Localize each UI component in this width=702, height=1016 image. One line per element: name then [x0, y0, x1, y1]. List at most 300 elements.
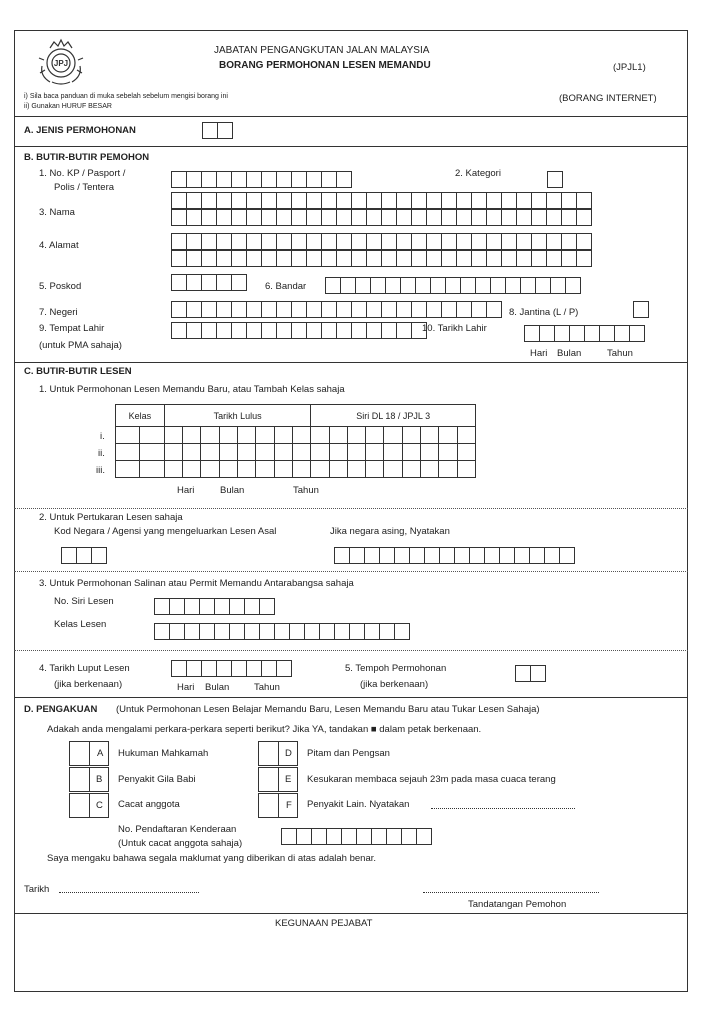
char-cell[interactable]: [247, 301, 262, 318]
no-siri-lesen-input[interactable]: [154, 598, 275, 615]
table-cell[interactable]: [183, 427, 201, 444]
char-cell[interactable]: [380, 623, 395, 640]
char-cell[interactable]: [232, 233, 247, 250]
char-cell[interactable]: [517, 233, 532, 250]
char-cell[interactable]: [547, 192, 562, 209]
char-cell[interactable]: [322, 171, 337, 188]
char-cell[interactable]: [187, 660, 202, 677]
char-cell[interactable]: [217, 192, 232, 209]
char-cell[interactable]: [506, 277, 521, 294]
char-cell[interactable]: [337, 209, 352, 226]
table-cell[interactable]: [274, 427, 292, 444]
char-cell[interactable]: [427, 209, 442, 226]
table-cell[interactable]: [164, 461, 182, 478]
char-cell[interactable]: [202, 171, 217, 188]
char-cell[interactable]: [446, 277, 461, 294]
nama-input-2[interactable]: [171, 209, 592, 226]
char-cell[interactable]: [217, 301, 232, 318]
table-cell[interactable]: [293, 444, 311, 461]
char-cell[interactable]: [530, 547, 545, 564]
char-cell[interactable]: [92, 547, 107, 564]
char-cell[interactable]: [292, 250, 307, 267]
table-cell[interactable]: [164, 444, 182, 461]
char-cell[interactable]: [566, 277, 581, 294]
char-cell[interactable]: [262, 301, 277, 318]
char-cell[interactable]: [401, 277, 416, 294]
table-cell[interactable]: [402, 427, 420, 444]
char-cell[interactable]: [217, 322, 232, 339]
char-cell[interactable]: [337, 233, 352, 250]
char-cell[interactable]: [172, 322, 187, 339]
table-cell[interactable]: [219, 427, 237, 444]
char-cell[interactable]: [307, 322, 322, 339]
char-cell[interactable]: [502, 192, 517, 209]
char-cell[interactable]: [442, 209, 457, 226]
char-cell[interactable]: [367, 250, 382, 267]
char-cell[interactable]: [367, 233, 382, 250]
char-cell[interactable]: [402, 828, 417, 845]
char-cell[interactable]: [322, 233, 337, 250]
table-cell[interactable]: [384, 427, 402, 444]
char-cell[interactable]: [262, 171, 277, 188]
char-cell[interactable]: [277, 233, 292, 250]
char-cell[interactable]: [487, 192, 502, 209]
char-cell[interactable]: [202, 660, 217, 677]
char-cell[interactable]: [395, 547, 410, 564]
char-cell[interactable]: [562, 209, 577, 226]
jenis-permohonan-input[interactable]: [202, 122, 233, 139]
char-cell[interactable]: [382, 209, 397, 226]
char-cell[interactable]: [320, 623, 335, 640]
char-cell[interactable]: [337, 301, 352, 318]
char-cell[interactable]: [292, 209, 307, 226]
negeri-input[interactable]: [171, 301, 502, 318]
char-cell[interactable]: [230, 623, 245, 640]
char-cell[interactable]: [187, 192, 202, 209]
char-cell[interactable]: [187, 274, 202, 291]
table-cell[interactable]: [256, 444, 274, 461]
signature-input[interactable]: [423, 892, 599, 893]
table-cell[interactable]: [256, 461, 274, 478]
char-cell[interactable]: [500, 547, 515, 564]
table-cell[interactable]: [366, 461, 384, 478]
char-cell[interactable]: [322, 322, 337, 339]
char-cell[interactable]: [260, 623, 275, 640]
char-cell[interactable]: [560, 547, 575, 564]
table-cell[interactable]: [402, 444, 420, 461]
char-cell[interactable]: [215, 598, 230, 615]
char-cell[interactable]: [634, 301, 649, 318]
char-cell[interactable]: [277, 322, 292, 339]
char-cell[interactable]: [630, 325, 645, 342]
char-cell[interactable]: [372, 828, 387, 845]
char-cell[interactable]: [307, 192, 322, 209]
char-cell[interactable]: [292, 322, 307, 339]
tempoh-input[interactable]: [515, 665, 546, 682]
nama-input-1[interactable]: [171, 192, 592, 209]
table-cell[interactable]: [238, 461, 256, 478]
char-cell[interactable]: [217, 660, 232, 677]
char-cell[interactable]: [472, 301, 487, 318]
char-cell[interactable]: [382, 250, 397, 267]
char-cell[interactable]: [341, 277, 356, 294]
char-cell[interactable]: [277, 209, 292, 226]
table-cell[interactable]: [457, 444, 475, 461]
char-cell[interactable]: [502, 209, 517, 226]
char-cell[interactable]: [412, 233, 427, 250]
char-cell[interactable]: [170, 623, 185, 640]
table-cell[interactable]: [274, 444, 292, 461]
char-cell[interactable]: [277, 301, 292, 318]
char-cell[interactable]: [172, 171, 187, 188]
char-cell[interactable]: [187, 171, 202, 188]
char-cell[interactable]: [350, 623, 365, 640]
char-cell[interactable]: [367, 322, 382, 339]
char-cell[interactable]: [457, 192, 472, 209]
char-cell[interactable]: [203, 122, 218, 139]
char-cell[interactable]: [326, 277, 341, 294]
char-cell[interactable]: [292, 233, 307, 250]
char-cell[interactable]: [275, 623, 290, 640]
char-cell[interactable]: [562, 192, 577, 209]
char-cell[interactable]: [555, 325, 570, 342]
table-cell[interactable]: [183, 444, 201, 461]
char-cell[interactable]: [357, 828, 372, 845]
char-cell[interactable]: [417, 828, 432, 845]
char-cell[interactable]: [397, 250, 412, 267]
char-cell[interactable]: [472, 250, 487, 267]
table-cell[interactable]: [219, 461, 237, 478]
char-cell[interactable]: [577, 250, 592, 267]
table-cell[interactable]: [366, 444, 384, 461]
table-cell[interactable]: [238, 427, 256, 444]
table-cell[interactable]: [311, 427, 329, 444]
table-cell[interactable]: [402, 461, 420, 478]
char-cell[interactable]: [187, 209, 202, 226]
table-cell[interactable]: [421, 444, 439, 461]
table-cell[interactable]: [329, 461, 347, 478]
char-cell[interactable]: [427, 301, 442, 318]
char-cell[interactable]: [218, 122, 233, 139]
table-cell[interactable]: [366, 427, 384, 444]
char-cell[interactable]: [337, 171, 352, 188]
alamat-input-2[interactable]: [171, 250, 592, 267]
char-cell[interactable]: [202, 322, 217, 339]
table-cell[interactable]: [201, 427, 219, 444]
char-cell[interactable]: [217, 250, 232, 267]
table-cell[interactable]: [293, 427, 311, 444]
char-cell[interactable]: [525, 325, 540, 342]
char-cell[interactable]: [521, 277, 536, 294]
char-cell[interactable]: [312, 828, 327, 845]
char-cell[interactable]: [457, 233, 472, 250]
tarikh-luput-input[interactable]: [171, 660, 292, 677]
char-cell[interactable]: [531, 665, 546, 682]
char-cell[interactable]: [562, 250, 577, 267]
char-cell[interactable]: [185, 623, 200, 640]
char-cell[interactable]: [292, 301, 307, 318]
char-cell[interactable]: [327, 828, 342, 845]
jantina-input[interactable]: [633, 301, 649, 318]
char-cell[interactable]: [62, 547, 77, 564]
table-cell[interactable]: [201, 444, 219, 461]
char-cell[interactable]: [307, 250, 322, 267]
char-cell[interactable]: [217, 171, 232, 188]
char-cell[interactable]: [232, 250, 247, 267]
char-cell[interactable]: [260, 598, 275, 615]
char-cell[interactable]: [262, 660, 277, 677]
char-cell[interactable]: [292, 192, 307, 209]
char-cell[interactable]: [307, 301, 322, 318]
char-cell[interactable]: [585, 325, 600, 342]
char-cell[interactable]: [427, 233, 442, 250]
char-cell[interactable]: [305, 623, 320, 640]
char-cell[interactable]: [202, 209, 217, 226]
char-cell[interactable]: [200, 623, 215, 640]
char-cell[interactable]: [202, 192, 217, 209]
char-cell[interactable]: [350, 547, 365, 564]
char-cell[interactable]: [185, 598, 200, 615]
char-cell[interactable]: [232, 322, 247, 339]
char-cell[interactable]: [485, 547, 500, 564]
char-cell[interactable]: [382, 192, 397, 209]
kod-negara-input[interactable]: [61, 547, 107, 564]
char-cell[interactable]: [397, 209, 412, 226]
char-cell[interactable]: [232, 171, 247, 188]
char-cell[interactable]: [502, 250, 517, 267]
char-cell[interactable]: [292, 171, 307, 188]
char-cell[interactable]: [170, 598, 185, 615]
table-cell[interactable]: [183, 461, 201, 478]
char-cell[interactable]: [247, 322, 262, 339]
char-cell[interactable]: [457, 250, 472, 267]
char-cell[interactable]: [172, 301, 187, 318]
table-cell[interactable]: [439, 427, 457, 444]
table-cell[interactable]: [457, 461, 475, 478]
kategori-input[interactable]: [547, 171, 563, 188]
char-cell[interactable]: [247, 250, 262, 267]
char-cell[interactable]: [440, 547, 455, 564]
char-cell[interactable]: [365, 623, 380, 640]
char-cell[interactable]: [425, 547, 440, 564]
table-cell[interactable]: [140, 427, 164, 444]
char-cell[interactable]: [232, 209, 247, 226]
char-cell[interactable]: [352, 250, 367, 267]
char-cell[interactable]: [247, 660, 262, 677]
char-cell[interactable]: [262, 250, 277, 267]
table-cell[interactable]: [347, 444, 365, 461]
table-cell[interactable]: [439, 444, 457, 461]
char-cell[interactable]: [342, 828, 357, 845]
checkbox-e-mark[interactable]: [258, 767, 279, 792]
char-cell[interactable]: [600, 325, 615, 342]
char-cell[interactable]: [570, 325, 585, 342]
char-cell[interactable]: [172, 250, 187, 267]
no-pendaftaran-input[interactable]: [281, 828, 432, 845]
char-cell[interactable]: [476, 277, 491, 294]
table-cell[interactable]: [116, 444, 140, 461]
table-cell[interactable]: [140, 444, 164, 461]
table-cell[interactable]: [274, 461, 292, 478]
table-cell[interactable]: [384, 444, 402, 461]
checkbox-f-mark[interactable]: [258, 793, 279, 818]
char-cell[interactable]: [491, 277, 506, 294]
tarikh-lahir-input[interactable]: [524, 325, 645, 342]
char-cell[interactable]: [217, 233, 232, 250]
char-cell[interactable]: [387, 828, 402, 845]
char-cell[interactable]: [155, 623, 170, 640]
char-cell[interactable]: [416, 277, 431, 294]
char-cell[interactable]: [172, 274, 187, 291]
char-cell[interactable]: [517, 250, 532, 267]
negara-asing-input[interactable]: [334, 547, 575, 564]
char-cell[interactable]: [386, 277, 401, 294]
char-cell[interactable]: [371, 277, 386, 294]
poskod-input[interactable]: [171, 274, 247, 291]
char-cell[interactable]: [337, 250, 352, 267]
char-cell[interactable]: [442, 250, 457, 267]
table-cell[interactable]: [421, 461, 439, 478]
table-cell[interactable]: [311, 461, 329, 478]
table-cell[interactable]: [164, 427, 182, 444]
char-cell[interactable]: [187, 301, 202, 318]
char-cell[interactable]: [322, 301, 337, 318]
char-cell[interactable]: [547, 250, 562, 267]
char-cell[interactable]: [307, 233, 322, 250]
char-cell[interactable]: [155, 598, 170, 615]
char-cell[interactable]: [352, 233, 367, 250]
char-cell[interactable]: [247, 233, 262, 250]
char-cell[interactable]: [427, 250, 442, 267]
char-cell[interactable]: [397, 192, 412, 209]
char-cell[interactable]: [277, 192, 292, 209]
char-cell[interactable]: [367, 301, 382, 318]
table-cell[interactable]: [256, 427, 274, 444]
char-cell[interactable]: [245, 623, 260, 640]
char-cell[interactable]: [472, 233, 487, 250]
no-kp-input[interactable]: [171, 171, 352, 188]
char-cell[interactable]: [515, 547, 530, 564]
char-cell[interactable]: [551, 277, 566, 294]
char-cell[interactable]: [277, 250, 292, 267]
char-cell[interactable]: [410, 547, 425, 564]
char-cell[interactable]: [307, 171, 322, 188]
char-cell[interactable]: [247, 192, 262, 209]
char-cell[interactable]: [442, 192, 457, 209]
char-cell[interactable]: [548, 171, 563, 188]
char-cell[interactable]: [412, 301, 427, 318]
table-cell[interactable]: [347, 427, 365, 444]
table-cell[interactable]: [457, 427, 475, 444]
char-cell[interactable]: [382, 322, 397, 339]
char-cell[interactable]: [232, 301, 247, 318]
char-cell[interactable]: [232, 192, 247, 209]
char-cell[interactable]: [337, 322, 352, 339]
char-cell[interactable]: [172, 233, 187, 250]
char-cell[interactable]: [365, 547, 380, 564]
char-cell[interactable]: [172, 660, 187, 677]
char-cell[interactable]: [382, 233, 397, 250]
table-cell[interactable]: [140, 461, 164, 478]
table-cell[interactable]: [238, 444, 256, 461]
char-cell[interactable]: [431, 277, 446, 294]
char-cell[interactable]: [455, 547, 470, 564]
char-cell[interactable]: [412, 192, 427, 209]
char-cell[interactable]: [187, 233, 202, 250]
char-cell[interactable]: [232, 660, 247, 677]
char-cell[interactable]: [472, 192, 487, 209]
char-cell[interactable]: [335, 547, 350, 564]
penyakit-lain-input[interactable]: [431, 808, 575, 809]
char-cell[interactable]: [470, 547, 485, 564]
char-cell[interactable]: [532, 233, 547, 250]
char-cell[interactable]: [536, 277, 551, 294]
char-cell[interactable]: [577, 192, 592, 209]
char-cell[interactable]: [577, 233, 592, 250]
char-cell[interactable]: [532, 192, 547, 209]
char-cell[interactable]: [262, 192, 277, 209]
char-cell[interactable]: [487, 301, 502, 318]
table-cell[interactable]: [116, 427, 140, 444]
char-cell[interactable]: [322, 192, 337, 209]
table-cell[interactable]: [293, 461, 311, 478]
char-cell[interactable]: [532, 209, 547, 226]
char-cell[interactable]: [202, 274, 217, 291]
char-cell[interactable]: [562, 233, 577, 250]
char-cell[interactable]: [397, 301, 412, 318]
table-cell[interactable]: [219, 444, 237, 461]
char-cell[interactable]: [187, 250, 202, 267]
char-cell[interactable]: [277, 171, 292, 188]
char-cell[interactable]: [487, 233, 502, 250]
char-cell[interactable]: [442, 301, 457, 318]
char-cell[interactable]: [202, 250, 217, 267]
char-cell[interactable]: [517, 192, 532, 209]
table-cell[interactable]: [116, 461, 140, 478]
char-cell[interactable]: [427, 192, 442, 209]
tarikh-input[interactable]: [59, 892, 199, 893]
char-cell[interactable]: [277, 660, 292, 677]
char-cell[interactable]: [517, 209, 532, 226]
char-cell[interactable]: [217, 209, 232, 226]
char-cell[interactable]: [547, 233, 562, 250]
char-cell[interactable]: [487, 209, 502, 226]
char-cell[interactable]: [615, 325, 630, 342]
table-cell[interactable]: [384, 461, 402, 478]
char-cell[interactable]: [232, 274, 247, 291]
char-cell[interactable]: [577, 209, 592, 226]
char-cell[interactable]: [307, 209, 322, 226]
char-cell[interactable]: [461, 277, 476, 294]
char-cell[interactable]: [412, 250, 427, 267]
char-cell[interactable]: [380, 547, 395, 564]
char-cell[interactable]: [200, 598, 215, 615]
checkbox-b-mark[interactable]: [69, 767, 90, 792]
char-cell[interactable]: [397, 233, 412, 250]
table-cell[interactable]: [311, 444, 329, 461]
char-cell[interactable]: [262, 233, 277, 250]
char-cell[interactable]: [172, 192, 187, 209]
char-cell[interactable]: [487, 250, 502, 267]
char-cell[interactable]: [245, 598, 260, 615]
table-cell[interactable]: [329, 444, 347, 461]
char-cell[interactable]: [202, 233, 217, 250]
char-cell[interactable]: [215, 623, 230, 640]
char-cell[interactable]: [282, 828, 297, 845]
char-cell[interactable]: [547, 209, 562, 226]
char-cell[interactable]: [247, 209, 262, 226]
char-cell[interactable]: [352, 301, 367, 318]
